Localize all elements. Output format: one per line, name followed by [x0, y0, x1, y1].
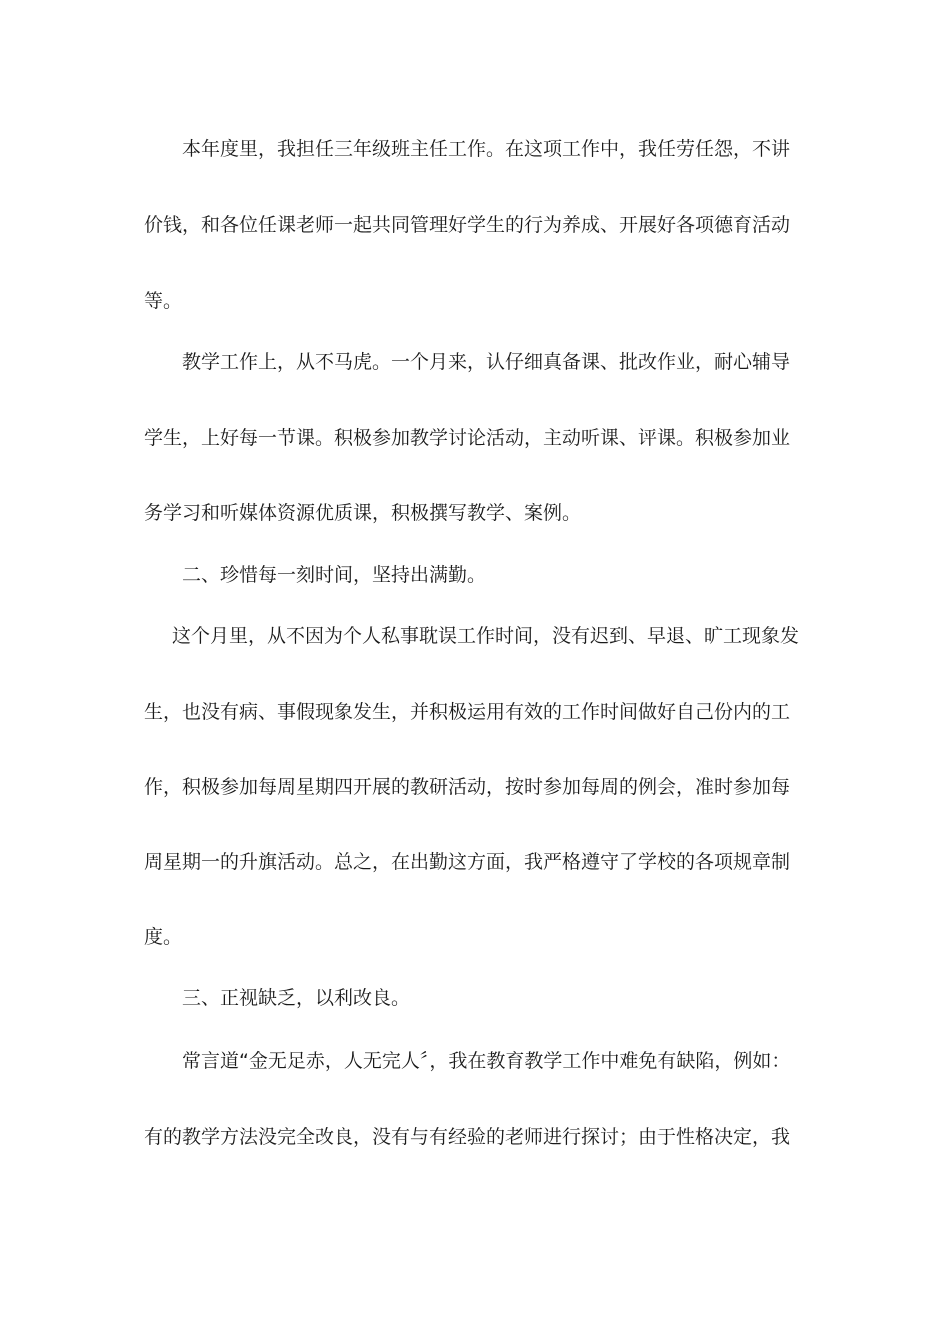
- paragraph-1-line-2: 价钱，和各位任课老师一起共同管理好学生的行为养成、开展好各项德育活动: [144, 214, 791, 236]
- paragraph-3-line-3: 作，积极参加每周星期四开展的教研活动，按时参加每周的例会，准时参加每: [144, 776, 791, 798]
- paragraph-2-line-3: 务学习和听媒体资源优质课，积极撰写教学、案例。: [144, 502, 582, 524]
- paragraph-3-line-4: 周星期一的升旗活动。总之，在出勤这方面，我严格遵守了学校的各项规章制: [144, 851, 791, 873]
- paragraph-4-line-2: 有的教学方法没完全改良，没有与有经验的老师进行探讨；由于性格决定，我: [144, 1126, 791, 1148]
- paragraph-1-line-1: 本年度里，我担任三年级班主任工作。在这项工作中，我任劳任怨，不讲: [182, 138, 791, 160]
- paragraph-2-line-2: 学生，上好每一节课。积极参加教学讨论活动，主动听课、评课。积极参加业: [144, 427, 791, 449]
- section-heading-3: 三、正视缺乏，以利改良。: [182, 987, 411, 1009]
- paragraph-3-line-2: 生，也没有病、事假现象发生，并积极运用有效的工作时间做好自己份内的工: [144, 701, 791, 723]
- paragraph-1-line-3: 等。: [144, 290, 183, 312]
- section-heading-2: 二、珍惜每一刻时间，坚持出满勤。: [182, 564, 487, 586]
- paragraph-3-line-1: 这个月里，从不因为个人私事耽误工作时间，没有迟到、早退、旷工现象发: [172, 625, 800, 647]
- paragraph-4-line-1: 常言道“金无足赤，人无完人〞，我在教育教学工作中难免有缺陷，例如：: [182, 1050, 791, 1072]
- paragraph-2-line-1: 教学工作上，从不马虎。一个月来，认仔细真备课、批改作业，耐心辅导: [182, 351, 791, 373]
- paragraph-3-line-5: 度。: [144, 926, 183, 948]
